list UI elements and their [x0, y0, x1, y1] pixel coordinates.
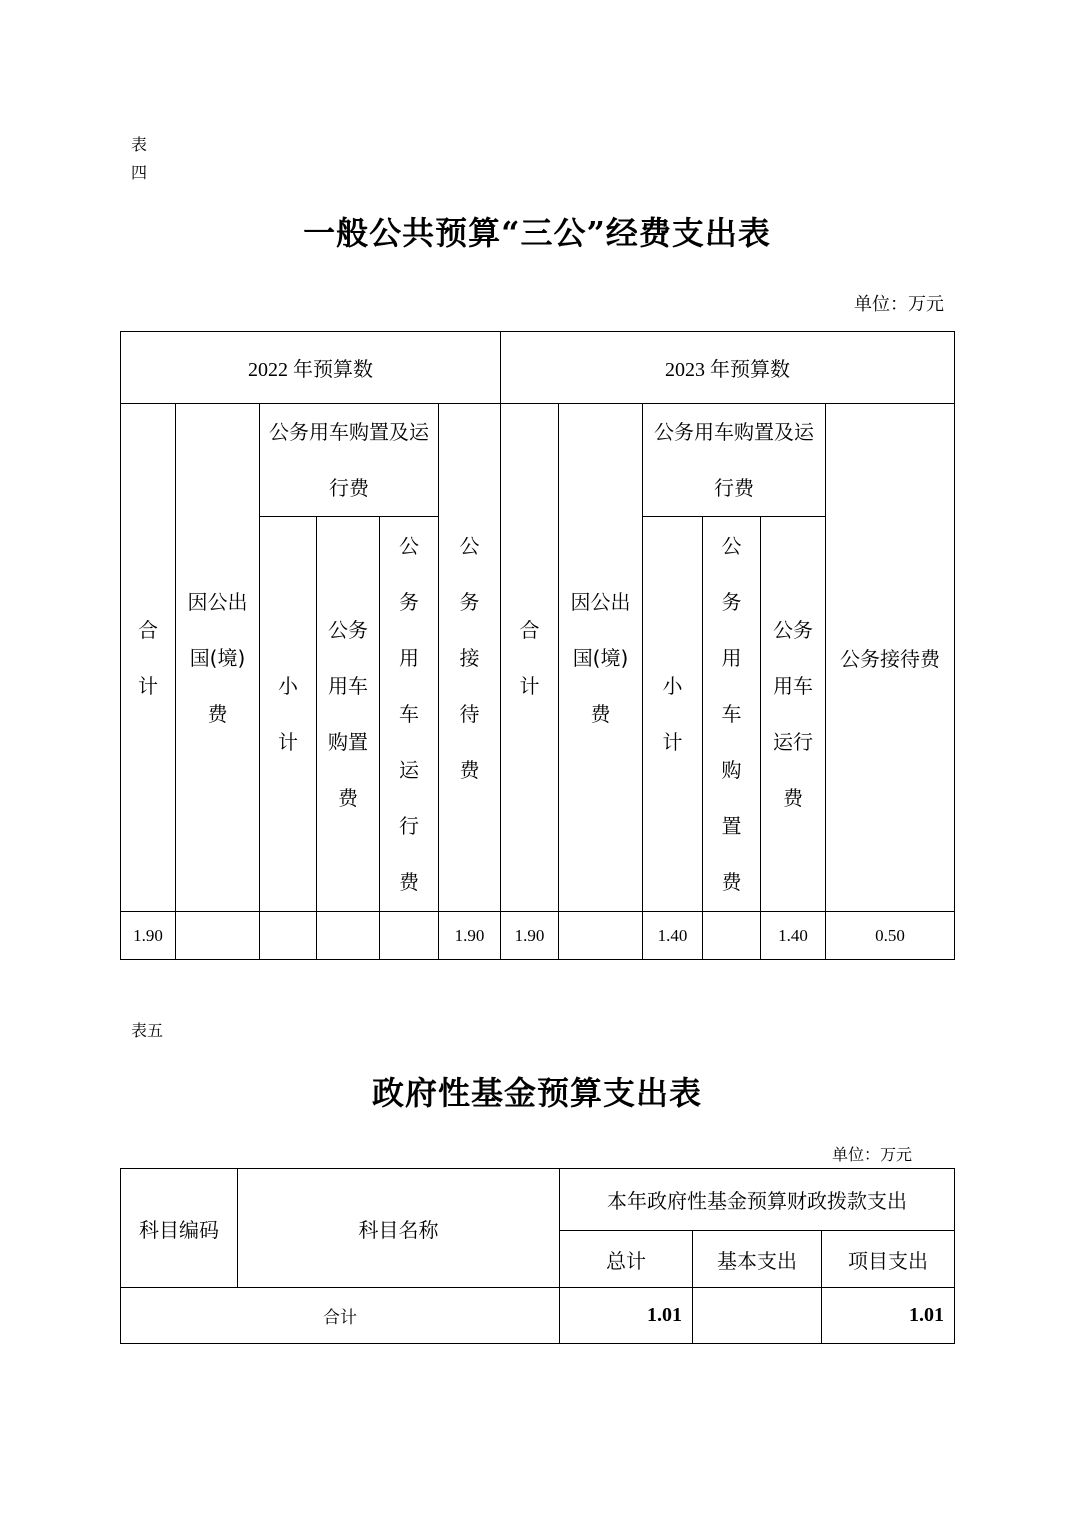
col-total-2023: 合计: [501, 404, 559, 912]
col-abroad-2022: 因公出国(境)费: [176, 404, 260, 912]
col-operation-2022: 公务用车运行费: [380, 517, 439, 912]
col-subtotal-2022: 小计: [260, 517, 317, 912]
col-code: 科目编码: [121, 1169, 238, 1288]
cell-2022-operation: [380, 912, 439, 960]
col-group: 本年政府性基金预算财政拨款支出: [560, 1169, 955, 1231]
col-fund-basic: 基本支出: [693, 1231, 822, 1288]
col-purchase-2022: 公务用车购置费: [317, 517, 380, 912]
header-2023: 2023 年预算数: [501, 332, 955, 404]
col-fund-total: 总计: [560, 1231, 693, 1288]
col-subtotal-2023: 小计: [643, 517, 703, 912]
row-total-label: 合计: [121, 1288, 560, 1344]
cell-2022-purchase: [317, 912, 380, 960]
cell-fund-basic: [693, 1288, 822, 1344]
col-operation-2023: 公务用车运行费: [761, 517, 826, 912]
cell-2023-purchase: [703, 912, 761, 960]
col-fund-project: 项目支出: [822, 1231, 955, 1288]
cell-2022-total: 1.90: [121, 912, 176, 960]
header-2022: 2022 年预算数: [121, 332, 501, 404]
table5-label: 表五: [131, 1023, 164, 1040]
col-reception-2023: 公务接待费: [826, 404, 955, 912]
table4-unit: 单位：万元: [854, 294, 944, 314]
cell-2022-reception: 1.90: [439, 912, 501, 960]
fund-budget-table: [120, 1168, 955, 1344]
table5-title: 政府性基金预算支出表: [371, 1074, 702, 1112]
cell-2023-total: 1.90: [501, 912, 559, 960]
cell-2023-reception: 0.50: [826, 912, 955, 960]
col-vehicle-group-2022: 公务用车购置及运行费: [260, 404, 439, 517]
sangong-expense-table: [120, 331, 955, 960]
col-vehicle-group-2023: 公务用车购置及运行费: [643, 404, 826, 517]
cell-fund-total: 1.01: [560, 1288, 693, 1344]
cell-2023-subtotal: 1.40: [643, 912, 703, 960]
table5-unit: 单位：万元: [831, 1147, 912, 1164]
col-abroad-2023: 因公出国(境)费: [559, 404, 643, 912]
col-reception-2022: 公务接待费: [439, 404, 501, 912]
cell-2023-abroad: [559, 912, 643, 960]
table4-title: 一般公共预算“三公”经费支出表: [303, 214, 771, 252]
col-name: 科目名称: [238, 1169, 560, 1288]
cell-2022-abroad: [176, 912, 260, 960]
col-total-2022: 合计: [121, 404, 176, 912]
cell-fund-project: 1.01: [822, 1288, 955, 1344]
cell-2022-subtotal: [260, 912, 317, 960]
table4-label: 表四: [131, 137, 148, 182]
cell-2023-operation: 1.40: [761, 912, 826, 960]
col-purchase-2023: 公务用车购置费: [703, 517, 761, 912]
